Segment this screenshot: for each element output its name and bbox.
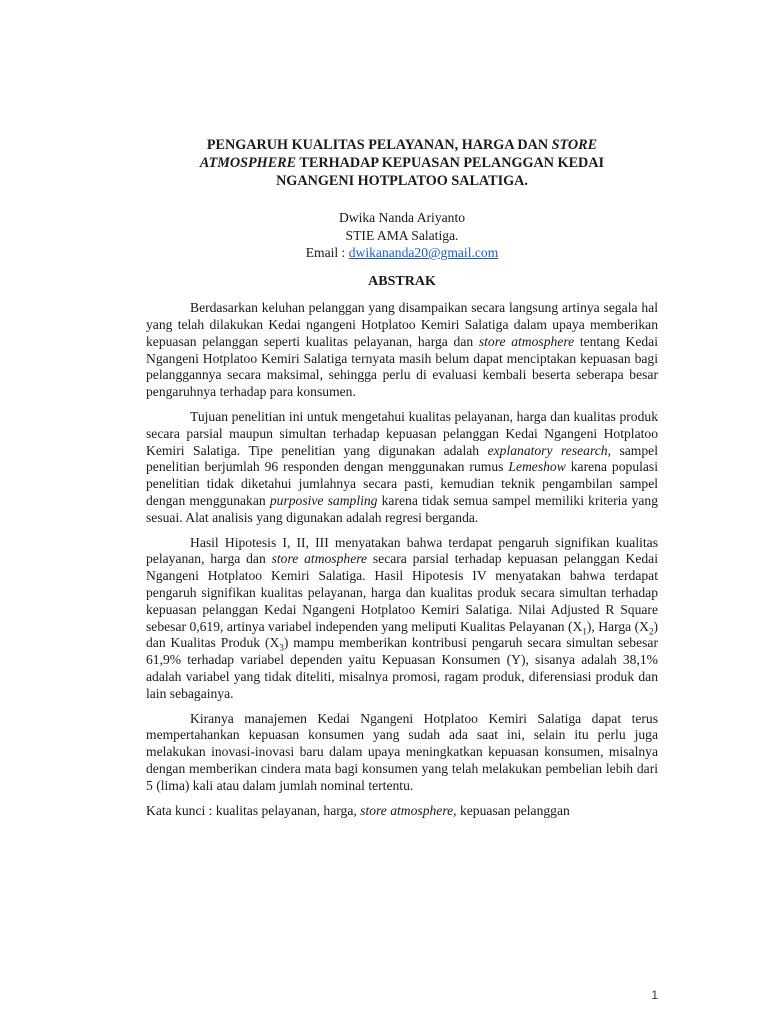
keywords: Kata kunci : kualitas pelayanan, harga, store atmosphere, kepuasan pelanggan (146, 802, 570, 818)
author-email (146, 244, 658, 262)
page-number: 1 (651, 988, 658, 1002)
email-link[interactable]: dwikananda20@gmail.com (348, 245, 499, 260)
email-label: Email : (305, 245, 349, 260)
paper-title: PENGARUH KUALITAS PELAYANAN, HARGA DAN STORE ATMOSPHERE TERHADAP KEPUASAN PELANGGAN KEDAI NGANGENI HOTPLATOO SALATIGA. (199, 137, 605, 189)
author-affiliation: STIE AMA Salatiga. (345, 227, 459, 243)
abstract-heading: ABSTRAK (368, 273, 436, 289)
abstract-paragraph-4: Kiranya manajemen Kedai Ngangeni Hotplatoo Kemiri Salatiga dapat terus mempertahankan kepuasan konsumen yang sudah ada saat ini, selain itu perlu juga melakukan inovasi-inovasi baru dalam upaya meningkatkan kepuasan konsumen, misalnya dengan memberikan cindera mata bagi konsumen yang telah melakukan pembelian lebih dari 5 (lima) kali atau dalam jumlah nominal tertentu. (146, 710, 658, 793)
abstract-paragraph-3: Hasil Hipotesis I, II, III menyatakan bahwa terdapat pengaruh signifikan kualitas pelayanan, harga dan store atmosphere secara parsial terhadap kepuasan pelanggan Kedai Ngangeni Hotplatoo Kemiri Salatiga. Hasil Hipotesis IV menyatakan bahwa terdapat pengaruh signifikan kualitas pelayanan, harga dan kualitas produk secara simultan terhadap kepuasan pelanggan Kedai Ngangeni Hotplatoo Kemiri Salatiga. Nilai Adjusted R Square sebesar 0,619, artinya variabel independen yang meliputi Kualitas Pelayanan $(X_1)$, Harga $(X_2)$ dan Kualitas Produk $(X_3)$ mampu memberikan kontribusi pengaruh secara simultan sebesar 61,9% terhadap variabel dependen yaitu Kepuasan Konsumen (Y), sisanya adalah 38,1% adalah variabel yang tidak diteliti, misalnya promosi, ragam produk, diferensiasi produk dan lain sebagainya. (146, 534, 658, 701)
author-block (146, 209, 658, 262)
author-name: Dwika Nanda Ariyanto (338, 210, 466, 225)
abstract-paragraph-1: Berdasarkan keluhan pelanggan yang disampaikan secara langsung artinya segala hal yang telah dilakukan Kedai ngangeni Hotplatoo Kemiri Salatiga dalam upaya memberikan kepuasan pelanggan seperti kualitas pelayanan, harga dan store atmosphere tentang Kedai Ngangeni Hotplatoo Kemiri Salatiga ternyata masih belum dapat menciptakan kepuasan bagi pelanggannya secara maksimal, sehingga perlu di evaluasi kembali beserta seberapa besar pengaruhnya terhadap para konsumen. (146, 300, 658, 400)
document-content (146, 136, 658, 819)
abstract-paragraph-2: Tujuan penelitian ini untuk mengetahui kualitas pelayanan, harga dan kualitas produk secara parsial maupun simultan terhadap kepuasan pelanggan Kedai Ngangeni Hotplatoo Kemiri Salatiga. Tipe penelitian yang digunakan adalah explanatory research, sampel penelitian berjumlah 96 responden dengan menggunakan rumus Lemeshow karena populasi penelitian tidak diketahui jumlahnya secara pasti, kemudian teknik pengambilan sampel dengan menggunakan purposive sampling karena tidak semua sampel memiliki kriteria yang sesuai. Alat analisis yang digunakan adalah regresi berganda. (146, 409, 659, 525)
